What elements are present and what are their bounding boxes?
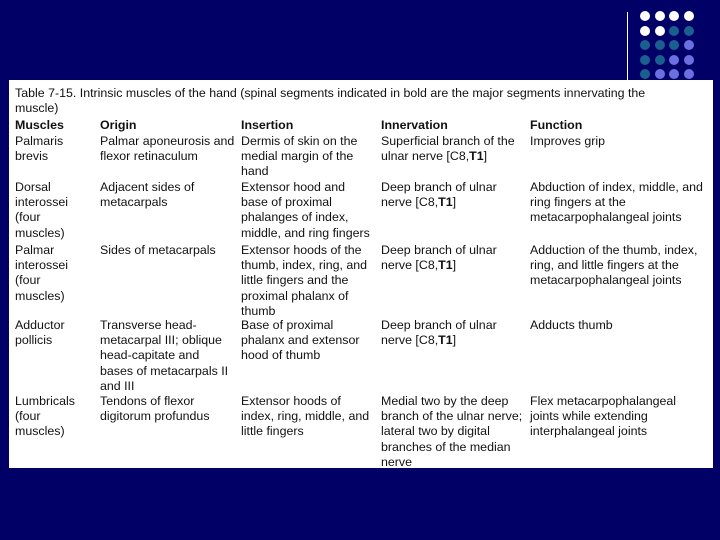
cell-muscle: Dorsal interossei (four muscles) [15,180,69,240]
header-function: Function [530,118,583,132]
decor-dot [640,69,650,79]
innervation-text: Medial two by the deep branch of the ulnar nerve; lateral two by digital branches of the median nerve [381,394,523,469]
decor-dot [684,40,694,50]
innervation-text: Deep branch of ulnar nerve [C8, [381,318,497,348]
cell-origin: Transverse head- metacarpal III; oblique head-capitate and bases of metacarpals II and III [100,318,229,393]
decor-dot [640,11,650,21]
decor-dot [655,69,665,79]
cell-innervation [381,243,497,273]
decor-dot [669,26,679,36]
decor-dot [684,55,694,65]
cell-innervation [381,318,497,348]
header-origin: Origin [100,118,137,132]
cell-insertion: Extensor hoods of index, ring, middle, and little fingers [241,394,370,439]
decor-dot [640,40,650,50]
cell-muscle: Palmaris brevis [15,134,64,164]
dot-grid-decoration [640,11,720,83]
cell-function: Adducts thumb [530,318,613,332]
cell-origin: Adjacent sides of metacarpals [100,180,195,210]
cell-insertion: Extensor hood and base of proximal phalanges of index, middle, and ring fingers [241,180,370,240]
cell-innervation [381,134,515,164]
cell-innervation [381,180,497,210]
vertical-divider-line [627,12,628,84]
cell-insertion: Extensor hoods of the thumb, index, ring, and little fingers and the proximal phalanx of thumb [241,243,368,318]
innervation-bracket-close: ] [483,149,488,164]
header-muscles: Muscles [15,118,64,132]
decor-dot [655,40,665,50]
cell-function: Adduction of the thumb, index, ring, and little fingers at the metacarpophalangeal joints [530,243,698,288]
cell-function: Flex metacarpophalangeal joints while extending interphalangeal joints [530,394,677,439]
cell-innervation [381,394,522,470]
innervation-major-segment: T1 [469,149,484,164]
innervation-bracket-close: ] [452,195,457,210]
decor-dot [655,11,665,21]
decor-dot [669,69,679,79]
decor-dot [640,55,650,65]
innervation-text: Deep branch of ulnar nerve [C8, [381,243,497,273]
decor-dot [684,11,694,21]
decor-dot [669,40,679,50]
decor-dot [640,26,650,36]
cell-function: Abduction of index, middle, and ring fingers at the metacarpophalangeal joints [530,180,703,225]
decor-dot [684,69,694,79]
decor-dot [655,26,665,36]
innervation-text: Superficial branch of the ulnar nerve [C8, [381,134,515,164]
header-insertion: Insertion [241,118,294,132]
cell-muscle: Adductor pollicis [15,318,65,348]
innervation-bracket-close: ] [452,258,457,273]
table-panel [9,80,713,468]
cell-function: Improves grip [530,134,606,148]
cell-muscle: Lumbricals (four muscles) [15,394,75,439]
cell-origin: Sides of metacarpals [100,243,216,257]
decor-dot [669,55,679,65]
decor-dot [655,55,665,65]
decor-dot [669,11,679,21]
table-caption: Table 7-15. Intrinsic muscles of the hand (spinal segments indicated in bold are the major segments innervating the muscle) [15,86,646,116]
cell-origin: Tendons of flexor digitorum profundus [100,394,210,424]
innervation-major-segment: T1 [438,195,453,210]
cell-insertion: Base of proximal phalanx and extensor hood of thumb [241,318,360,363]
innervation-bracket-close: ] [452,333,457,348]
innervation-major-segment: T1 [438,258,453,273]
innervation-major-segment: T1 [438,333,453,348]
cell-origin: Palmar aponeurosis and flexor retinaculum [100,134,235,164]
decor-dot [684,26,694,36]
header-innervation: Innervation [381,118,448,132]
innervation-text: Deep branch of ulnar nerve [C8, [381,180,497,210]
cell-insertion: Dermis of skin on the medial margin of the hand [241,134,358,179]
cell-muscle: Palmar interossei (four muscles) [15,243,69,303]
